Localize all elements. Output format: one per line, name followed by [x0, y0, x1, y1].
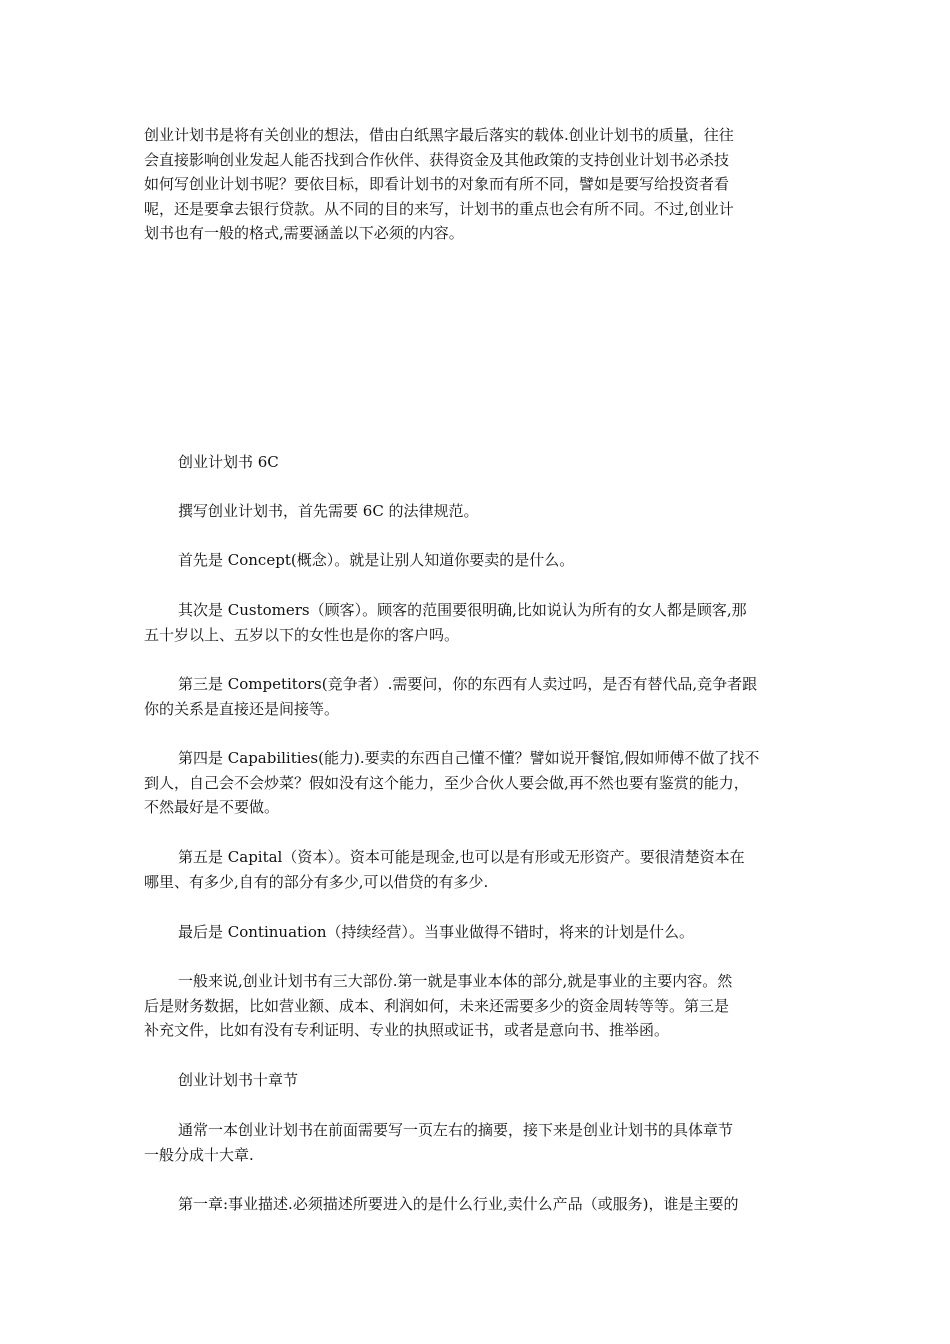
paragraph-concept: 首先是 Concept(概念）。就是让别人知道你要卖的是什么。 — [178, 551, 575, 569]
text-line: 五十岁以上、五岁以下的女性也是你的客户吗。 — [144, 625, 460, 644]
paragraph-chapter-1: 第一章:事业描述.必须描述所要进入的是什么行业,卖什么产品（或服务)，谁是主要的 — [178, 1195, 739, 1213]
text-line: 划书也有一般的格式,需要涵盖以下必须的内容。 — [144, 224, 464, 242]
text-line: 第五是 Capital（资本）。资本可能是现金,也可以是有形或无形资产。要很清楚资本在 — [178, 848, 745, 866]
text-line: 呢，还是要拿去银行贷款。从不同的目的来写，计划书的重点也会有所不同。不过,创业计 — [144, 199, 734, 218]
text-line: 创业计划书是将有关创业的想法，借由白纸黑字最后落实的载体.创业计划书的质量，往往 — [144, 126, 734, 144]
text-line: 补充文件，比如有没有专利证明、专业的执照或证书，或者是意向书、推举函。 — [144, 1021, 670, 1039]
text-line: 后是财务数据，比如营业额、成本、利润如何，未来还需要多少的资金周转等等。第三是 — [144, 996, 730, 1015]
paragraph-capital — [144, 845, 812, 894]
text-line: 到人，自己会不会炒菜？假如没有这个能力，至少合伙人要会做,再不然也要有鉴赏的能力， — [144, 773, 749, 792]
section-heading-6c: 创业计划书 6C — [178, 453, 279, 471]
text-line: 如何写创业计划书呢？要依目标，即看计划书的对象而有所不同，譬如是要写给投资者看 — [144, 175, 730, 193]
text-line: 其次是 Customers（顾客）。顾客的范围要很明确,比如说认为所有的女人都是顾客,那 — [178, 601, 747, 619]
text-line: 会直接影响创业发起人能否找到合作伙伴、获得资金及其他政策的支持创业计划书必杀技 — [144, 150, 730, 169]
text-line: 不然最好是不要做。 — [144, 798, 280, 816]
section-heading-ten-chapters: 创业计划书十章节 — [178, 1071, 299, 1089]
paragraph-customers — [144, 598, 812, 647]
paragraph-competitors — [144, 672, 812, 721]
text-line: 你的关系是直接还是间接等。 — [144, 699, 340, 718]
text-line: 哪里、有多少,自有的部分有多少,可以借贷的有多少. — [144, 872, 489, 891]
text-line: 一般来说,创业计划书有三大部份.第一就是事业本体的部分,就是事业的主要内容。然 — [178, 972, 733, 990]
text-line: 第三是 Competitors(竞争者）.需要问，你的东西有人卖过吗，是否有替代品,竞争者跟 — [178, 675, 758, 693]
text-line: 第四是 Capabilities(能力).要卖的东西自己懂不懂？譬如说开餐馆,假如师傅不做了找不 — [178, 749, 760, 767]
paragraph-ten-intro — [144, 1118, 812, 1167]
text-line: 通常一本创业计划书在前面需要写一页左右的摘要，接下来是创业计划书的具体章节 — [178, 1121, 734, 1139]
paragraph-continuation: 最后是 Continuation（持续经营）。当事业做得不错时，将来的计划是什么。 — [178, 923, 695, 941]
text-line: 一般分成十大章. — [144, 1145, 254, 1164]
paragraph-three-parts — [144, 969, 812, 1043]
intro-paragraph — [144, 123, 810, 246]
paragraph-capabilities — [144, 746, 812, 820]
paragraph-6c-intro: 撰写创业计划书，首先需要 6C 的法律规范。 — [178, 502, 479, 520]
